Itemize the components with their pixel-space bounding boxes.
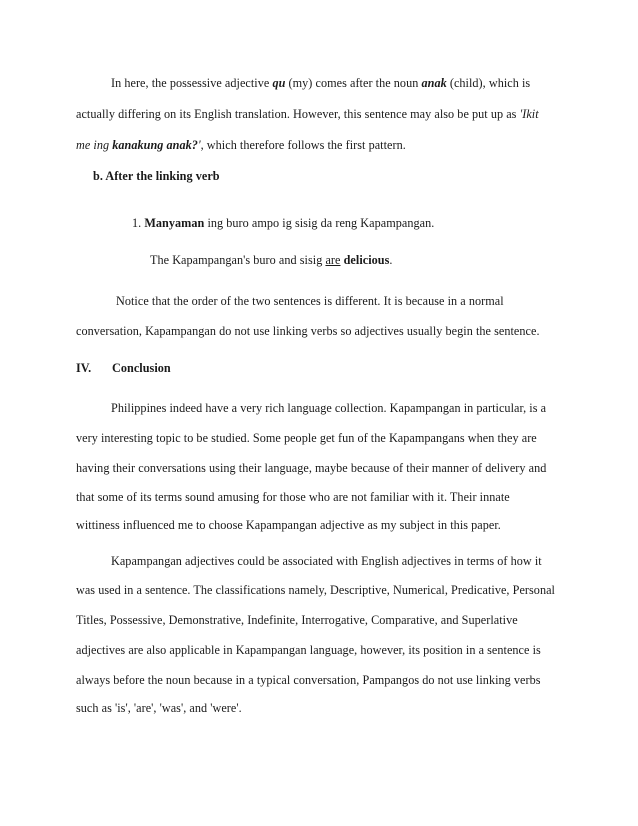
paragraph-2-line-2: conversation, Kapampangan do not use linking verbs so adjectives usually begin the sentence. (76, 324, 540, 338)
term-are: are (325, 253, 341, 267)
item-number: 1. (132, 216, 145, 230)
section-b-heading: b. After the linking verb (93, 169, 220, 183)
paragraph-4-line-2: was used in a sentence. The classifications namely, Descriptive, Numerical, Predicative, Personal (76, 583, 555, 597)
paragraph-3-line-3: having their conversations using their language, maybe because of their manner of delivery and (76, 461, 547, 475)
example-translation (150, 253, 393, 267)
text: In here, the possessive adjective (111, 76, 273, 90)
paragraph-1-line-1 (111, 76, 530, 90)
closing-quote: ' (197, 138, 201, 152)
term-delicious: delicious (343, 253, 390, 267)
term-manyaman: Manyaman (144, 216, 205, 230)
term-kanakung-anak: kanakung anak? (112, 138, 198, 152)
text: . (389, 253, 393, 267)
section-iv-numeral: IV. (76, 361, 92, 375)
text: (child), which is (446, 76, 531, 90)
text: , which therefore follows the first pattern. (200, 138, 406, 152)
paragraph-3-line-2: very interesting topic to be studied. Some people get fun of the Kapampangans when they are (76, 431, 537, 445)
term-anak: anak (421, 76, 447, 90)
term-qu: qu (272, 76, 286, 90)
text: The Kapampangan's buro and sisig (150, 253, 326, 267)
text: (my) comes after the noun (285, 76, 422, 90)
paragraph-2-line-1: Notice that the order of the two sentences is different. It is because in a normal (116, 294, 504, 308)
paragraph-4-line-3: Titles, Possessive, Demonstrative, Indefinite, Interrogative, Comparative, and Superlative (76, 613, 518, 627)
paragraph-3-line-5: wittiness influenced me to choose Kapampangan adjective as my subject in this paper. (76, 518, 501, 532)
text: ing buro ampo ig sisig da reng Kapampangan. (204, 216, 435, 230)
paragraph-4-line-1: Kapampangan adjectives could be associated with English adjectives in terms of how it (111, 554, 542, 568)
text: actually differing on its English translation. However, this sentence may also be put up as (76, 107, 520, 121)
term-ikit: 'Ikit (519, 107, 539, 121)
section-iv-title: Conclusion (112, 361, 171, 375)
paragraph-4-line-4: adjectives are also applicable in Kapampangan language, however, its position in a sentence is (76, 643, 541, 657)
paragraph-3-line-4: that some of its terms sound amusing for those who are not familiar with it. Their innate (76, 490, 510, 504)
paragraph-3-line-1: Philippines indeed have a very rich language collection. Kapampangan in particular, is a (111, 401, 547, 415)
paragraph-1-line-2 (76, 107, 539, 121)
paragraph-4-line-6: such as 'is', 'are', 'was', and 'were'. (76, 701, 242, 715)
paragraph-1-line-3 (76, 138, 406, 152)
example-item-1 (132, 216, 434, 230)
paragraph-4-line-5: always before the noun because in a typical conversation, Pampangos do not use linking verbs (76, 673, 541, 687)
term-me-ing: me ing (76, 138, 113, 152)
